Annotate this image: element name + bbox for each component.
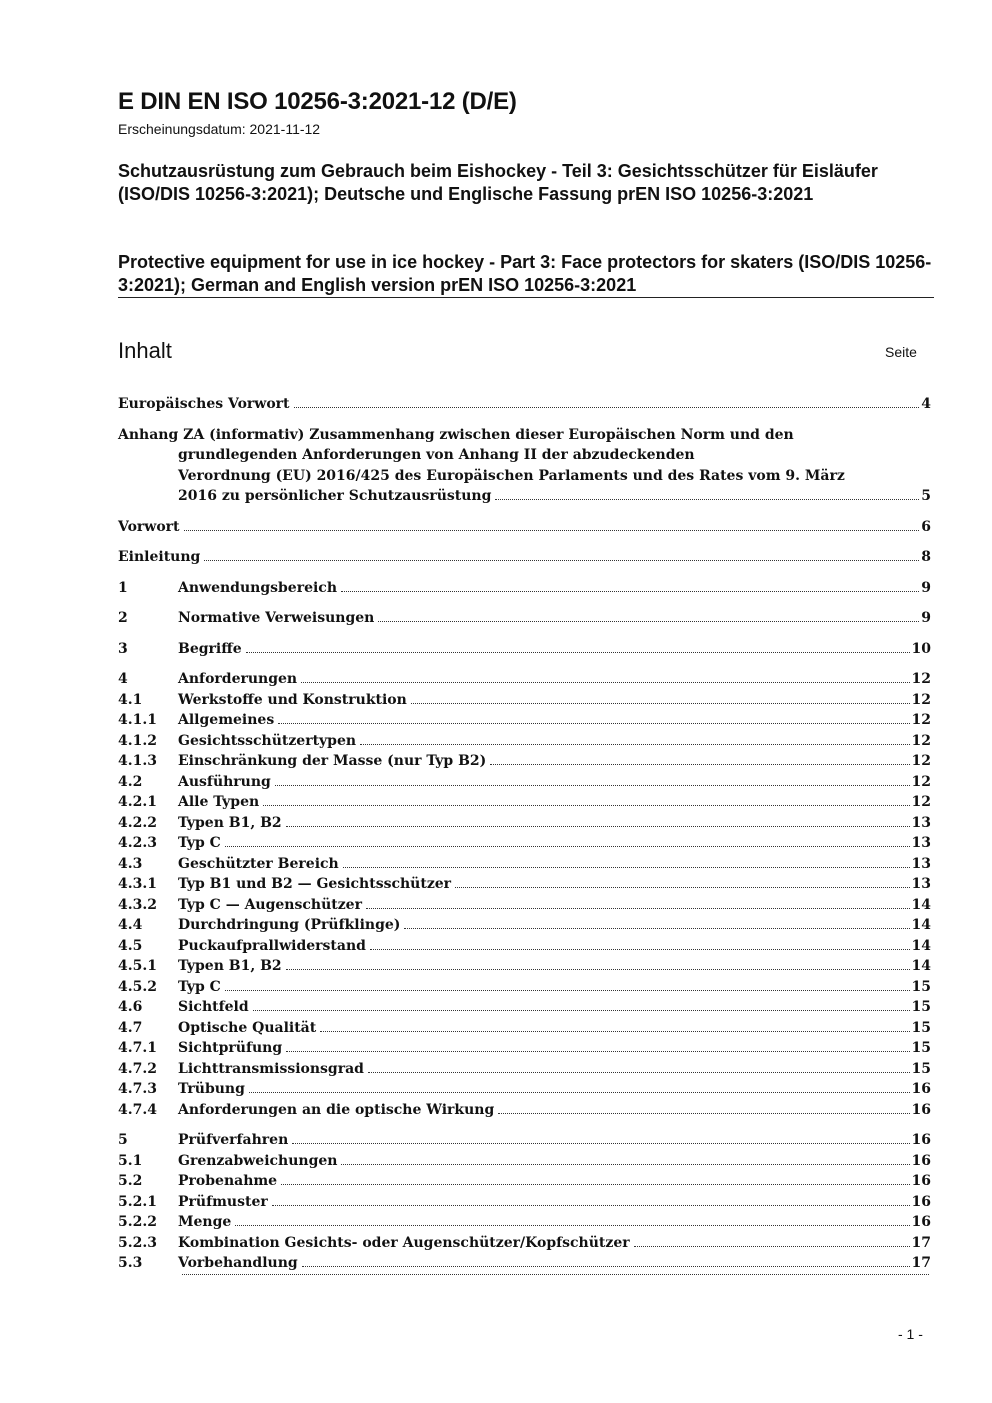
toc-leader [275, 785, 910, 786]
toc-entry-number: 5.1 [118, 1152, 143, 1169]
toc-leader [411, 703, 910, 704]
toc-entry-number: 4 [118, 671, 128, 687]
toc-leader [182, 1274, 929, 1275]
toc-entry-annex-za[interactable] [118, 425, 931, 507]
toc-entry-number: 4.7.3 [118, 1081, 157, 1097]
toc-entry-section[interactable] [118, 639, 931, 660]
toc-entry-subsection[interactable] [118, 956, 931, 977]
toc-entry-page: 8 [921, 549, 931, 565]
toc-entry-subsection[interactable] [118, 690, 931, 711]
toc-entry-page: 9 [921, 610, 931, 626]
toc-entry-label: Vorwort [118, 518, 180, 535]
toc-entry-number: 5.2.1 [118, 1193, 157, 1210]
toc-entry-subsection[interactable] [118, 915, 931, 936]
toc-entry-section[interactable] [118, 1130, 931, 1151]
toc-entry-page: 12 [911, 794, 931, 810]
toc-leader [341, 1164, 909, 1165]
title-german: Schutzausrüstung zum Gebrauch beim Eishockey - Teil 3: Gesichtsschützer für Eisläufer (ISO/DIS 10256-3:2021); Deutsche und Englische Fassung prEN ISO 10256-3:2021 [118, 161, 878, 204]
toc-entry-page: 13 [911, 876, 931, 892]
toc-entry-subsection[interactable] [118, 895, 931, 916]
toc-entry-foreword[interactable] [118, 517, 931, 538]
toc-leader [184, 530, 920, 531]
toc-entry-label: Einschränkung der Masse (nur Typ B2) [178, 753, 487, 769]
toc-entry-page: 13 [911, 855, 931, 872]
toc-entry-page: 14 [911, 917, 931, 933]
toc-entry-page: 12 [911, 753, 931, 769]
toc-entry-page: 13 [911, 814, 931, 831]
toc-entry-label: Typ C — Augenschützer [178, 896, 362, 913]
toc-entry-number: 5.2 [118, 1173, 143, 1189]
toc-leader [370, 949, 910, 950]
toc-entry-label: Geschützter Bereich [178, 855, 339, 872]
toc-entry-number: 4.5.2 [118, 978, 157, 995]
toc-entry-label: Menge [178, 1214, 232, 1230]
toc-entry-label: Prüfmuster [178, 1193, 268, 1210]
toc-leader [225, 990, 910, 991]
toc-leader [246, 652, 910, 653]
toc-entry-subsection[interactable] [118, 1100, 931, 1121]
toc-entry-page: 14 [911, 896, 931, 913]
toc-entry-subsection[interactable] [118, 1253, 931, 1274]
toc-leader [204, 560, 919, 561]
toc-entry-subsection[interactable] [118, 1038, 931, 1059]
toc-leader [278, 723, 909, 724]
toc-entry-subsection[interactable] [118, 1192, 931, 1213]
toc-entry-subsection[interactable] [118, 1018, 931, 1039]
toc-entry-label: Grenzabweichungen [178, 1152, 338, 1169]
toc-leader [360, 744, 909, 745]
toc-entry-label-line: grundlegenden Anforderungen von Anhang II der abzudeckenden [178, 447, 695, 463]
toc-entry-page: 15 [911, 1019, 931, 1036]
toc-entry-page: 16 [911, 1173, 931, 1189]
toc-entry-subsection[interactable] [118, 731, 931, 752]
toc-entry-label: Alle Typen [178, 794, 260, 810]
toc-entry-label: Einleitung [118, 549, 201, 565]
toc-entry-page: 14 [911, 958, 931, 974]
toc-entry-subsection[interactable] [118, 1151, 931, 1172]
toc-entry-subsection[interactable] [118, 710, 931, 731]
toc-leader [634, 1246, 910, 1247]
toc-entry-number: 4.6 [118, 999, 143, 1015]
toc-entry-number: 4.2 [118, 773, 143, 790]
toc-entry-page: 14 [911, 937, 931, 954]
toc-entry-label: Probenahme [178, 1173, 278, 1189]
toc-entry-page: 16 [911, 1214, 931, 1230]
toc-entry-label-line: 2016 zu persönlicher Schutzausrüstung [178, 488, 492, 504]
toc-entry-label: Europäisches Vorwort [118, 396, 290, 412]
toc-leader [498, 1113, 909, 1114]
toc-entry-subsection[interactable] [118, 1059, 931, 1080]
toc-entry-page: 9 [921, 579, 931, 596]
toc-leader [292, 1143, 909, 1144]
toc-entry-subsection[interactable] [118, 813, 931, 834]
toc-entry-label: Anforderungen an die optische Wirkung [178, 1101, 495, 1118]
toc-leader [495, 499, 919, 500]
toc-entry-label: Normative Verweisungen [178, 610, 375, 626]
toc-entry-label: Prüfverfahren [178, 1132, 289, 1148]
toc-entry-number: 1 [118, 579, 128, 596]
toc-entry-label: Anwendungsbereich [178, 579, 337, 596]
toc-leader [455, 887, 909, 888]
toc-entry-page: 15 [911, 999, 931, 1015]
toc-entry-subsection[interactable] [118, 1079, 931, 1100]
toc-entry-page: 16 [911, 1081, 931, 1097]
toc-leader [378, 621, 919, 622]
toc-entry-label: Puckaufprallwiderstand [178, 937, 366, 954]
toc-entry-label: Typ C [178, 978, 221, 995]
toc-leader [225, 846, 910, 847]
toc-entry-page: 15 [911, 1040, 931, 1056]
toc-leader [272, 1205, 910, 1206]
toc-leader [302, 1266, 910, 1267]
toc-entry-number: 2 [118, 610, 128, 626]
toc-entry-page: 6 [921, 518, 931, 535]
toc-entry-number: 4.2.1 [118, 794, 157, 810]
toc-entry-section[interactable] [118, 578, 931, 599]
toc-leader [286, 969, 910, 970]
toc-entry-label: Typen B1, B2 [178, 814, 282, 831]
toc-entry-page: 5 [921, 488, 931, 504]
toc-entry-label-line: Anhang ZA (informativ) Zusammenhang zwischen dieser Europäischen Norm und den [118, 426, 794, 443]
toc-leader [320, 1031, 909, 1032]
document-id: E DIN EN ISO 10256-3:2021-12 (D/E) [118, 88, 517, 115]
title-english: Protective equipment for use in ice hockey - Part 3: Face protectors for skaters (ISO/DIS 10256-3:2021); German and English version prEN ISO 10256-3:2021 [118, 252, 932, 295]
toc-entry-subsection[interactable] [118, 854, 931, 875]
toc-entry-label: Gesichtsschützertypen [178, 732, 357, 749]
toc-leader [235, 1225, 909, 1226]
table-of-contents [118, 394, 931, 1294]
toc-entry-number: 4.3 [118, 855, 143, 872]
toc-entry-page: 15 [911, 1060, 931, 1077]
toc-entry-subsection[interactable] [118, 833, 931, 854]
toc-entry-label: Typ B1 und B2 — Gesichtsschützer [178, 876, 452, 892]
toc-leader [368, 1072, 910, 1073]
toc-entry-page: 16 [911, 1193, 931, 1210]
toc-entry-label: Allgemeines [178, 712, 275, 728]
toc-leader [366, 908, 910, 909]
toc-leader [281, 1184, 909, 1185]
toc-entry-page: 12 [911, 773, 931, 790]
toc-entry-label: Trübung [178, 1081, 245, 1097]
toc-leader [341, 591, 919, 592]
toc-entry-page: 16 [911, 1152, 931, 1169]
toc-entry-label: Durchdringung (Prüfklinge) [178, 917, 401, 933]
toc-leader [294, 407, 920, 408]
toc-entry-number: 3 [118, 640, 128, 657]
page-number: - 1 - [898, 1326, 923, 1342]
toc-leader [249, 1092, 910, 1093]
toc-entry-number: 5.2.2 [118, 1214, 157, 1230]
toc-entry-subsection[interactable] [118, 1233, 931, 1254]
toc-entry-label: Kombination Gesichts- oder Augenschützer/Kopfschützer [178, 1234, 630, 1251]
toc-entry-page: 12 [911, 671, 931, 687]
toc-entry-european-foreword[interactable] [118, 394, 931, 415]
toc-entry-page: 17 [911, 1234, 931, 1251]
toc-entry-number: 4.3.2 [118, 896, 157, 913]
toc-leader [253, 1010, 910, 1011]
toc-entry-label: Begriffe [178, 640, 242, 657]
toc-entry-page: 4 [921, 396, 931, 412]
toc-entry-page: 12 [911, 691, 931, 708]
toc-entry-label: Ausführung [178, 773, 271, 790]
toc-entry-page: 12 [911, 712, 931, 728]
toc-entry-label: Anforderungen [178, 671, 298, 687]
toc-entry-section[interactable] [118, 669, 931, 690]
toc-leader [286, 826, 910, 827]
toc-entry-label-line: Verordnung (EU) 2016/425 des Europäischen Parlaments und des Rates vom 9. März [178, 467, 845, 484]
toc-entry-number: 4.7.1 [118, 1040, 157, 1056]
toc-entry-number: 5.3 [118, 1255, 143, 1271]
toc-entry-subsection[interactable] [118, 1212, 931, 1233]
page-column-label: Seite [885, 344, 917, 360]
toc-entry-page: 15 [911, 978, 931, 995]
toc-entry-subsection[interactable] [118, 936, 931, 957]
toc-entry-number: 4.1.3 [118, 753, 157, 769]
toc-entry-label: Typ C [178, 835, 221, 851]
toc-entry-subsection[interactable] [118, 1171, 931, 1192]
toc-entry-subsection[interactable] [118, 772, 931, 793]
toc-entry-number: 5 [118, 1132, 128, 1148]
title-divider [118, 297, 934, 298]
toc-leader [263, 805, 909, 806]
toc-heading: Inhalt [118, 338, 172, 363]
toc-entry-subsection[interactable] [118, 1274, 931, 1295]
toc-entry-number: 4.1.1 [118, 712, 157, 728]
toc-entry-number: 4.7.2 [118, 1060, 157, 1077]
toc-entry-number: 4.4 [118, 917, 143, 933]
toc-entry-page: 13 [911, 835, 931, 851]
toc-leader [490, 764, 909, 765]
toc-leader [301, 682, 909, 683]
toc-entry-number: 4.3.1 [118, 876, 157, 892]
toc-entry-page: 17 [911, 1255, 931, 1271]
toc-entry-label: Werkstoffe und Konstruktion [178, 691, 407, 708]
publication-date: Erscheinungsdatum: 2021-11-12 [118, 121, 321, 137]
toc-entry-subsection[interactable] [118, 977, 931, 998]
toc-entry-label: Vorbehandlung [178, 1255, 298, 1271]
toc-entry-label: Sichtprüfung [178, 1040, 283, 1056]
toc-entry-page: 16 [911, 1101, 931, 1118]
toc-entry-label: Sichtfeld [178, 999, 249, 1015]
toc-entry-label: Optische Qualität [178, 1019, 317, 1036]
toc-entry-subsection[interactable] [118, 874, 931, 895]
toc-leader [343, 867, 910, 868]
toc-entry-number: 4.1 [118, 691, 143, 708]
toc-entry-subsection[interactable] [118, 997, 931, 1018]
toc-entry-number: 4.1.2 [118, 732, 157, 749]
toc-entry-page: 10 [911, 640, 931, 657]
toc-entry-subsection[interactable] [118, 792, 931, 813]
toc-entry-label: Typen B1, B2 [178, 958, 282, 974]
toc-entry-page: 16 [911, 1132, 931, 1148]
toc-entry-number: 4.2.2 [118, 814, 157, 831]
toc-entry-section[interactable] [118, 608, 931, 629]
toc-entry-number: 4.7 [118, 1019, 143, 1036]
toc-leader [404, 928, 909, 929]
toc-entry-label: Lichttransmissionsgrad [178, 1060, 364, 1077]
toc-entry-subsection[interactable] [118, 751, 931, 772]
toc-entry-introduction[interactable] [118, 547, 931, 568]
toc-entry-number: 5.2.3 [118, 1234, 157, 1251]
toc-leader [286, 1051, 909, 1052]
toc-entry-number: 4.5.1 [118, 958, 157, 974]
toc-entry-number: 4.2.3 [118, 835, 157, 851]
toc-entry-page: 12 [911, 732, 931, 749]
toc-entry-number: 4.7.4 [118, 1101, 157, 1118]
toc-entry-number: 4.5 [118, 937, 143, 954]
